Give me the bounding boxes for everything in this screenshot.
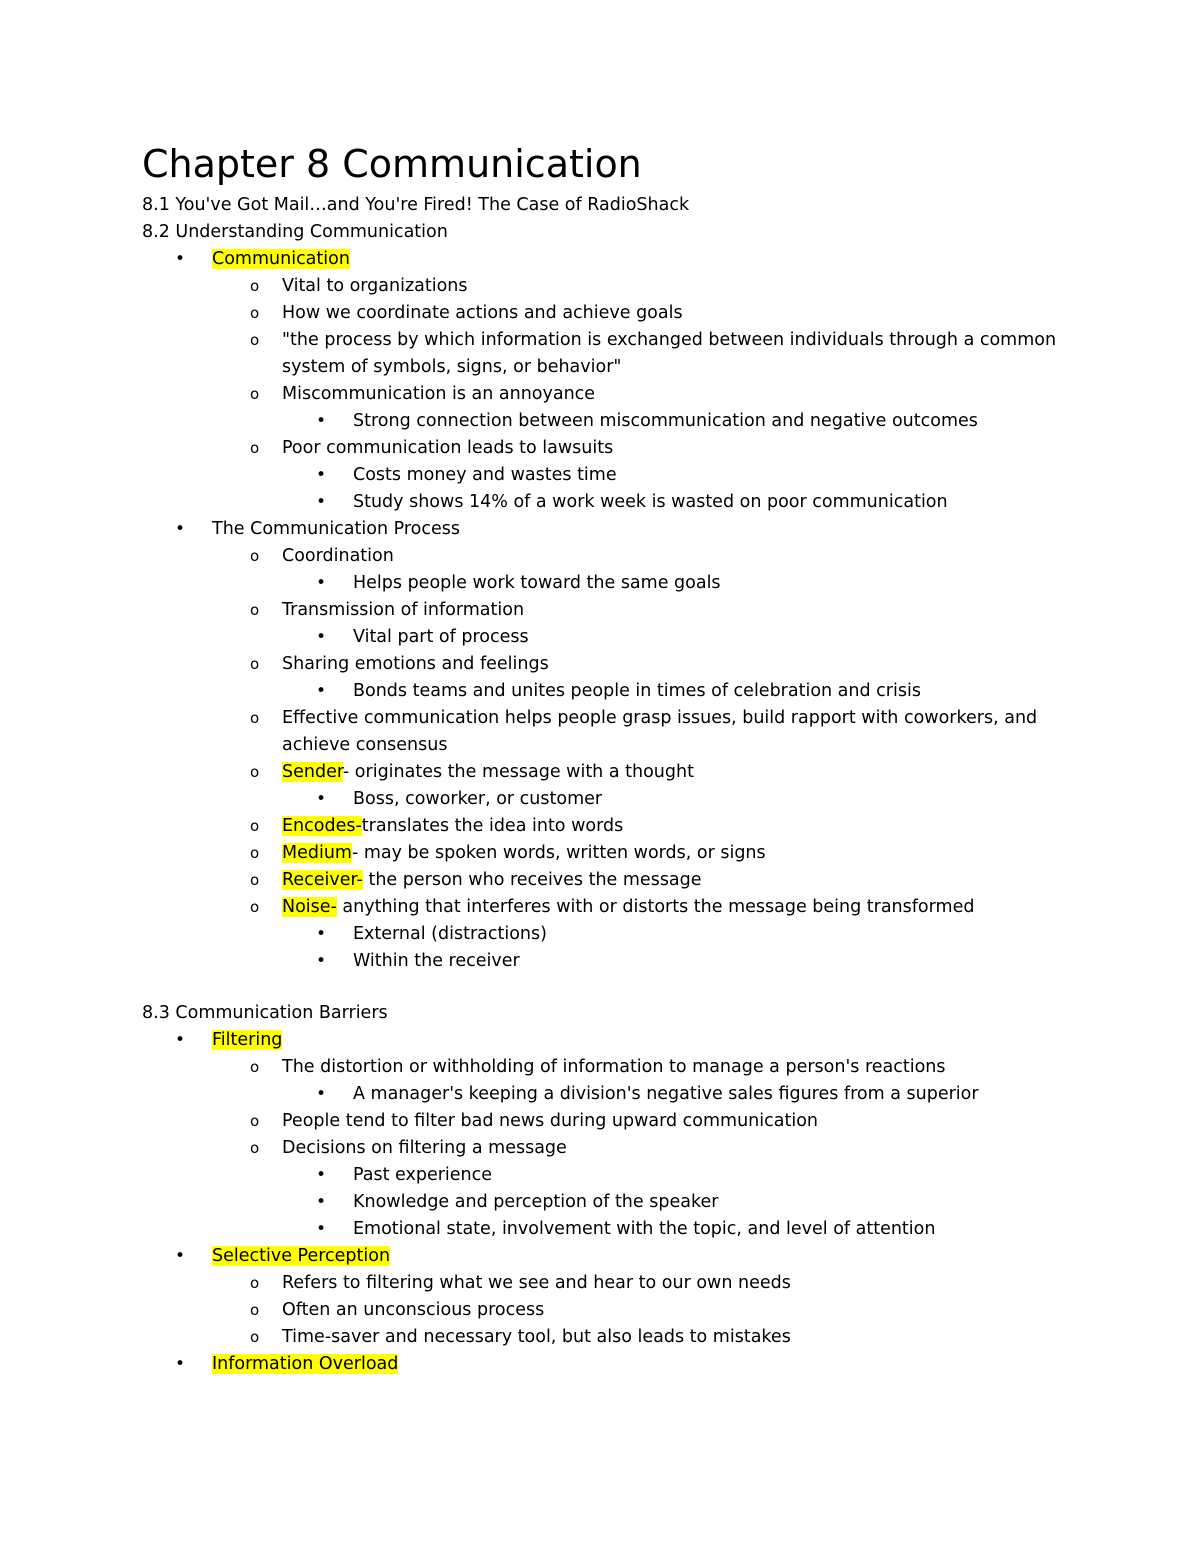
list-item [142,516,1102,543]
item-text: Costs money and wastes time [353,465,617,485]
item-text: 8.1 You've Got Mail…and You're Fired! The Case of RadioShack [142,195,690,215]
bullet-icon: • [316,681,327,701]
bullet-icon: • [316,627,327,647]
bullet-icon: • [175,249,186,269]
bullet-icon: • [316,492,327,512]
item-text: Decisions on filtering a message [282,1138,567,1158]
item-text: Vital to organizations [282,276,468,296]
circle-bullet-icon: o [250,844,260,862]
list-item [142,435,1102,462]
list-item [142,489,1102,516]
list-item [142,1243,1102,1270]
page-title: Chapter 8 Communication [142,142,642,186]
list-item [142,894,1102,921]
item-text: Emotional state, involvement with the topic, and level of attention [353,1219,936,1239]
item-text: Poor communication leads to lawsuits [282,438,614,458]
circle-bullet-icon: o [250,385,260,403]
circle-bullet-icon: o [250,763,260,781]
circle-bullet-icon: o [250,898,260,916]
item-text: People tend to filter bad news during upward communication [282,1111,818,1131]
circle-bullet-icon: o [250,331,260,349]
item-text: External (distractions) [353,924,547,944]
item-text: The distortion or withholding of information to manage a person's reactions [282,1057,946,1077]
circle-bullet-icon: o [250,1274,260,1292]
circle-bullet-icon: o [250,277,260,295]
highlighted-term: Filtering [212,1030,283,1050]
list-item [142,1054,1102,1081]
highlighted-term: Information Overload [212,1354,399,1374]
list-item [142,948,1102,975]
list-item [142,1108,1102,1135]
circle-bullet-icon: o [250,1058,260,1076]
list-item [142,921,1102,948]
bullet-icon: • [316,465,327,485]
circle-bullet-icon: o [250,601,260,619]
item-text: Refers to filtering what we see and hear to our own needs [282,1273,791,1293]
item-text: anything that interferes with or distorts the message being transformed [336,897,975,917]
section-heading [142,192,1102,219]
item-text: Vital part of process [353,627,529,647]
circle-bullet-icon: o [250,547,260,565]
item-text: Often an unconscious process [282,1300,545,1320]
item-text: 8.2 Understanding Communication [142,222,448,242]
item-text: Within the receiver [353,951,520,971]
bullet-icon: • [316,573,327,593]
circle-bullet-icon: o [250,817,260,835]
list-item [142,300,1102,327]
item-text: Study shows 14% of a work week is wasted on poor communication [353,492,948,512]
list-item [142,597,1102,624]
item-text: Transmission of information [282,600,525,620]
bullet-icon: • [175,1354,186,1374]
bullet-icon: • [316,1192,327,1212]
list-item [142,813,1102,840]
highlighted-term: Sender [282,762,343,782]
list-item [142,867,1102,894]
item-text: Miscommunication is an annoyance [282,384,596,404]
circle-bullet-icon: o [250,871,260,889]
bullet-icon: • [175,1246,186,1266]
bullet-icon: • [175,1030,186,1050]
item-text: 8.3 Communication Barriers [142,1003,388,1023]
list-item [142,246,1102,273]
circle-bullet-icon: o [250,1328,260,1346]
list-item [142,786,1102,813]
item-text: translates the idea into words [361,816,624,836]
notes-outline [142,192,1102,1378]
list-item [142,462,1102,489]
item-text: A manager's keeping a division's negative sales figures from a superior [353,1084,979,1104]
section-heading [142,1000,1102,1027]
item-text: Boss, coworker, or customer [353,789,603,809]
bullet-icon: • [316,1219,327,1239]
item-text: Effective communication helps people grasp issues, build rapport with coworkers, and achieve consensus [282,708,1038,755]
circle-bullet-icon: o [250,655,260,673]
list-item [142,273,1102,300]
highlighted-term: Encodes- [282,816,362,836]
list-item [142,1216,1102,1243]
list-item [142,1189,1102,1216]
bullet-icon: • [316,924,327,944]
list-item [142,705,1102,759]
item-text: the person who receives the message [362,870,702,890]
list-item [142,678,1102,705]
item-text: Knowledge and perception of the speaker [353,1192,719,1212]
circle-bullet-icon: o [250,1301,260,1319]
circle-bullet-icon: o [250,439,260,457]
item-text: Past experience [353,1165,493,1185]
list-item [142,1135,1102,1162]
list-item [142,759,1102,786]
item-text: Bonds teams and unites people in times of celebration and crisis [353,681,921,701]
list-item [142,381,1102,408]
circle-bullet-icon: o [250,1112,260,1130]
list-item [142,651,1102,678]
list-item [142,1324,1102,1351]
list-item [142,1270,1102,1297]
section-heading [142,219,1102,246]
list-item [142,1081,1102,1108]
highlighted-term: Communication [212,249,350,269]
item-text: "the process by which information is exchanged between individuals through a common system of symbols, signs, or behavior" [282,330,1057,377]
highlighted-term: Noise- [282,897,337,917]
bullet-icon: • [175,519,186,539]
item-text: Sharing emotions and feelings [282,654,549,674]
circle-bullet-icon: o [250,1139,260,1157]
list-item [142,543,1102,570]
highlighted-term: Receiver- [282,870,363,890]
bullet-icon: • [316,1084,327,1104]
list-item [142,327,1102,381]
circle-bullet-icon: o [250,709,260,727]
highlighted-term: Medium [282,843,352,863]
list-item [142,1027,1102,1054]
bullet-icon: • [316,1165,327,1185]
item-text: - originates the message with a thought [342,762,694,782]
item-text: - may be spoken words, written words, or signs [351,843,766,863]
bullet-icon: • [316,789,327,809]
item-text: Coordination [282,546,394,566]
list-item [142,1351,1102,1378]
list-item [142,624,1102,651]
list-item [142,1162,1102,1189]
item-text: Helps people work toward the same goals [353,573,721,593]
list-item [142,840,1102,867]
list-item [142,1297,1102,1324]
item-text: The Communication Process [212,519,460,539]
bullet-icon: • [316,411,327,431]
blank-line [142,975,1102,1000]
list-item [142,570,1102,597]
item-text: Time-saver and necessary tool, but also leads to mistakes [282,1327,791,1347]
item-text: How we coordinate actions and achieve goals [282,303,683,323]
document-page [142,140,1102,1378]
highlighted-term: Selective Perception [212,1246,391,1266]
bullet-icon: • [316,951,327,971]
list-item [142,408,1102,435]
item-text: Strong connection between miscommunication and negative outcomes [353,411,978,431]
circle-bullet-icon: o [250,304,260,322]
